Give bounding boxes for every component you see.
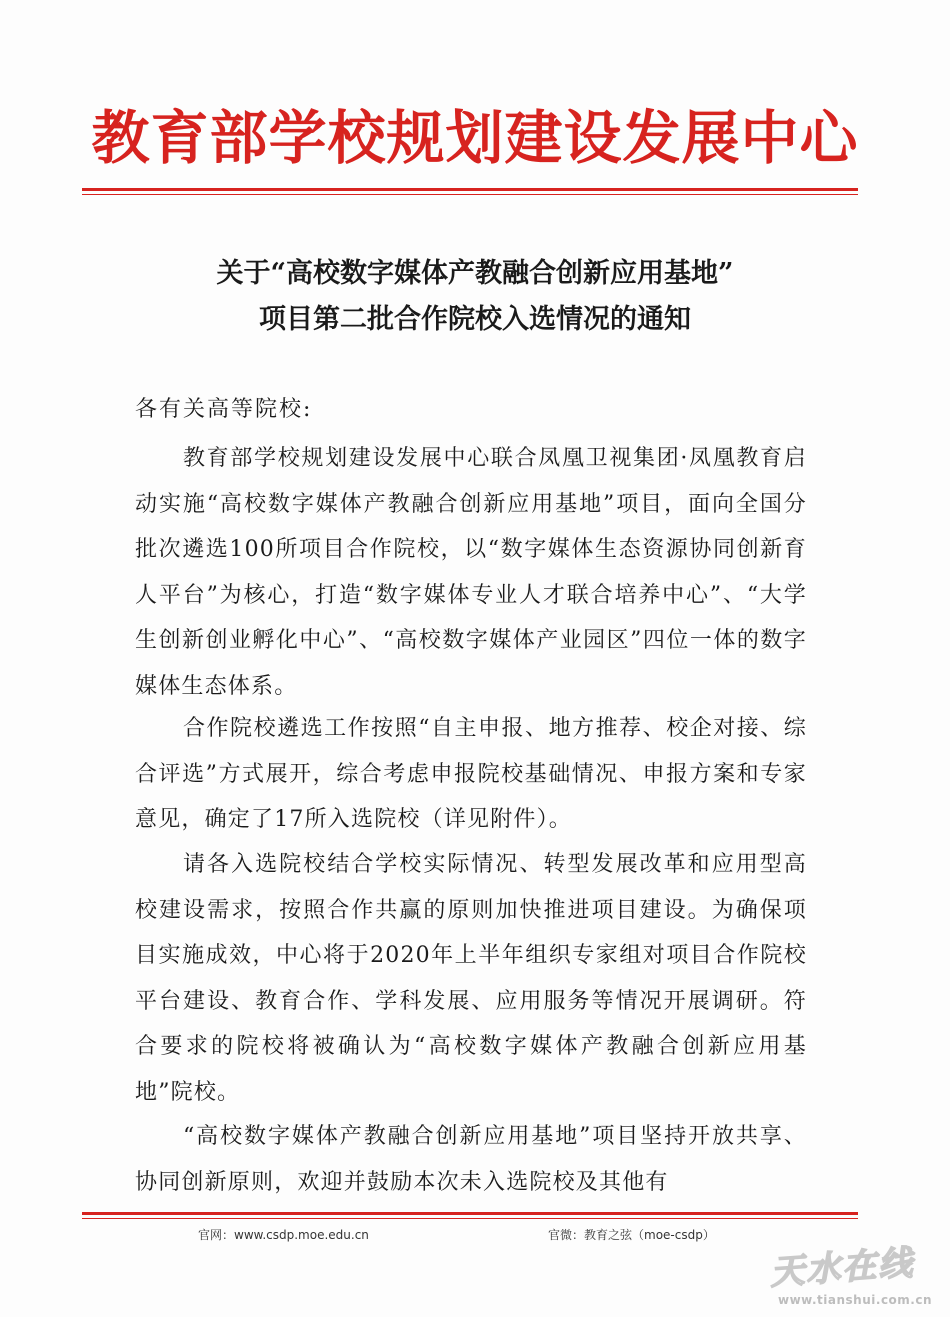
letterhead-rule-thin [82, 194, 858, 195]
footer-rule-thin [82, 1218, 858, 1219]
paragraph-1: 教育部学校规划建设发展中心联合凤凰卫视集团·凤凰教育启动实施“高校数字媒体产教融合创新应用基地”项目，面向全国分批次遴选100所项目合作院校，以“数字媒体生态资源协同创新育人平台”为核心，打造“数字媒体专业人才联合培养中心”、“大学生创新创业孵化中心”、“高校数字媒体产业园区”四位一体的数字媒体生态体系。 [135, 446, 807, 699]
notice-title-line-1: 关于“高校数字媒体产教融合创新应用基地” [216, 258, 734, 289]
footer-wechat: 官微：教育之弦（moe-csdp） [548, 1228, 715, 1242]
paragraph-3: 请各入选院校结合学校实际情况、转型发展改革和应用型高校建设需求，按照合作共赢的原则加快推进项目建设。为确保项目实施成效，中心将于2020年上半年组织专家组对项目合作院校平台建设、教育合作、学科发展、应用服务等情况开展调研。符合要求的院校将被确认为“高校数字媒体产教融合创新应用基地”院校。 [135, 852, 807, 1105]
watermark-url: www.tianshui.com.cn [778, 1293, 933, 1307]
footer-rule [82, 1212, 858, 1215]
watermark-logo-text: 天水在线 [769, 1243, 916, 1293]
letterhead-rule [82, 188, 858, 191]
letterhead-title: 教育部学校规划建设发展中心 [91, 104, 859, 172]
paragraph-2: 合作院校遴选工作按照“自主申报、地方推荐、校企对接、综合评选”方式展开，综合考虑申报院校基础情况、申报方案和专家意见，确定了17所入选院校（详见附件）。 [135, 716, 807, 832]
paragraph-4: “高校数字媒体产教融合创新应用基地”项目坚持开放共享、协同创新原则，欢迎并鼓励本次未入选院校及其他有 [135, 1124, 807, 1195]
footer-website: 官网：www.csdp.moe.edu.cn [198, 1228, 369, 1242]
notice-title-line-2: 项目第二批合作院校入选情况的通知 [259, 304, 691, 335]
salutation: 各有关高等院校: [135, 397, 313, 422]
